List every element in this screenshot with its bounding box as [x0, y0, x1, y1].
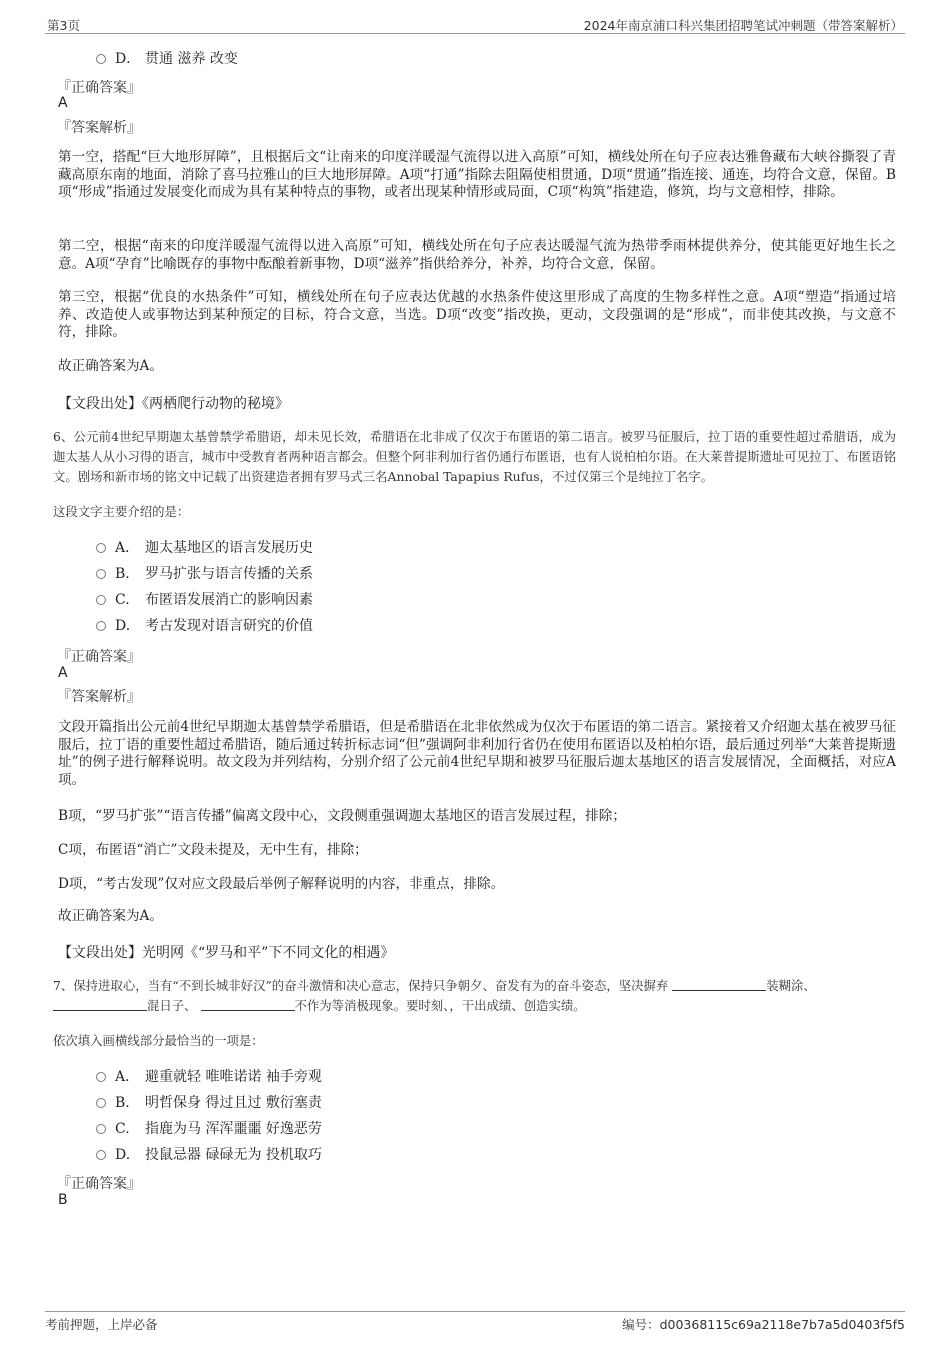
- document-title: 2024年南京浦口科兴集团招聘笔试冲刺题（带答案解析）: [583, 18, 903, 33]
- q6-option-c[interactable]: [96, 589, 313, 609]
- option-letter: D．: [115, 51, 141, 67]
- q6-answer-label: 『正确答案』: [57, 649, 141, 665]
- q6-source: 【文段出处】光明网《“罗马和平”下不同文化的相遇》: [58, 945, 395, 961]
- q7-answer-label: 『正确答案』: [57, 1176, 141, 1192]
- fill-blank: [53, 999, 147, 1011]
- q7-answer: B: [58, 1192, 68, 1208]
- option-letter: C.: [115, 592, 130, 608]
- q7-question-text: 7、保持进取心，当有“不到长城非好汉”的奋斗激情和决心意志，保持只争朝夕、奋发有为的奋斗姿态，坚决摒弃: [53, 978, 669, 993]
- option-letter: B.: [115, 566, 130, 582]
- option-letter: C.: [115, 1121, 130, 1137]
- page-number: 第3页: [47, 18, 80, 33]
- option-letter: A．: [115, 1069, 140, 1085]
- fill-blank: [201, 999, 295, 1011]
- radio-icon[interactable]: [96, 569, 106, 579]
- q7-option-d[interactable]: [96, 1144, 322, 1164]
- radio-icon[interactable]: [96, 1098, 106, 1108]
- q7-question-text: 混日子、: [147, 998, 197, 1013]
- q5-answer-label: 『正确答案』: [57, 80, 141, 96]
- option-text: 贯通 滋养 改变: [145, 51, 238, 67]
- q6-question: 6、公元前4世纪早期迦太基曾禁学希腊语，却未见长效，希腊语在北非成了仅次于布匿语的第二语言。被罗马征服后，拉丁语的重要性超过希腊语，成为迦太基人从小习得的语言，城市中受教育者两种语言都会。但整个阿非利加行省仍通行布匿语，也有人说柏柏尔语。在大莱普提斯遗址可见拉丁、布匿语铭文。剧场和新市场的铭文中记载了出资建造者拥有罗马式三名Annobal Tapapius Rufus，不过仅第三个是纯拉丁名字。: [53, 429, 896, 484]
- q6-analysis-paragraph: 文段开篇指出公元前4世纪早期迦太基曾禁学希腊语，但是希腊语在北非依然成为仅次于布匿语的第二语言。紧接着又介绍迦太基在被罗马征服后，拉丁语的重要性超过希腊语，随后通过转折标志词“但”强调阿非利加行省仍在使用布匿语以及柏柏尔语，最后通过列举“大莱普提斯遗址”的例子进行解释说明。故文段为并列结构，分别介绍了公元前4世纪早期和被罗马征服后迦太基地区的语言发展情况，全面概括，对应A项。: [58, 719, 896, 788]
- q5-source: 【文段出处】《两栖爬行动物的秘境》: [58, 396, 289, 412]
- q6-analysis-paragraph: C项，布匿语“消亡”文段未提及，无中生有，排除；: [58, 842, 368, 858]
- footer-slogan: 考前押题，上岸必备: [45, 1317, 158, 1332]
- option-text: 避重就轻 唯唯诺诺 袖手旁观: [145, 1069, 322, 1085]
- option-text: 投鼠忌器 碌碌无为 投机取巧: [145, 1147, 322, 1163]
- q5-analysis-conclusion: 故正确答案为A。: [58, 358, 163, 374]
- q7-option-a[interactable]: [96, 1066, 322, 1086]
- radio-icon[interactable]: [96, 1072, 106, 1082]
- q5-analysis-label: 『答案解析』: [57, 120, 141, 136]
- q6-analysis-conclusion: 故正确答案为A。: [58, 908, 163, 924]
- q5-analysis-paragraph: 第一空，搭配“巨大地形屏障”，且根据后文“让南来的印度洋暖湿气流得以进入高原”可知，横线处所在句子应表达雅鲁藏布大峡谷撕裂了青藏高原东南的地面，消除了喜马拉雅山的巨大地形屏障。A项“打通”指除去阻隔使相贯通，D项“贯通”指连接、通连，均符合文意，保留。B项“形成”指通过发展变化而成为具有某种特点的事物，或者出现某种情形或局面，C项“构筑”指建造，修筑，均与文意相悖，排除。: [58, 149, 896, 200]
- document-id: 编号：d00368115c69a2118e7b7a5d0403f5f5: [622, 1317, 905, 1332]
- radio-icon[interactable]: [96, 1124, 106, 1134]
- page-header: [45, 14, 905, 34]
- q6-answer: A: [58, 665, 68, 681]
- q6-analysis-paragraph: B项，“罗马扩张”“语言传播”偏离文段中心，文段侧重强调迦太基地区的语言发展过程，排除；: [58, 808, 626, 824]
- option-text: 罗马扩张与语言传播的关系: [145, 566, 313, 582]
- option-letter: D.: [115, 618, 131, 634]
- q6-analysis-label: 『答案解析』: [57, 689, 141, 705]
- q7-option-c[interactable]: [96, 1118, 322, 1138]
- radio-icon[interactable]: [96, 54, 106, 64]
- q5-analysis-paragraph: 第三空，根据“优良的水热条件”可知，横线处所在句子应表达优越的水热条件使这里形成了高度的生物多样性之意。A项“塑造”指通过培养、改造使人或事物达到某种预定的目标，符合文意，当选。D项“改变”指改换，更动，文段强调的是“形成”，而非使其改换，与文意不符，排除。: [58, 289, 896, 340]
- q7-prompt: 依次填入画横线部分最恰当的一项是：: [53, 1033, 264, 1048]
- radio-icon[interactable]: [96, 543, 106, 553]
- q6-option-b[interactable]: [96, 563, 313, 583]
- option-text: 明哲保身 得过且过 敷衍塞责: [145, 1095, 322, 1111]
- q6-option-a[interactable]: [96, 537, 313, 557]
- q5-analysis-paragraph: 第二空，根据“南来的印度洋暖湿气流得以进入高原”可知，横线处所在句子应表达暖湿气流为热带季雨林提供养分，使其能更好地生长之意。A项“孕育”比喻既存的事物中酝酿着新事物，D项“滋养”指供给养分，补养，均符合文意，保留。: [58, 238, 896, 272]
- q5-answer: A: [58, 95, 68, 111]
- option-letter: D.: [115, 1147, 131, 1163]
- q7-option-b[interactable]: [96, 1092, 322, 1112]
- option-text: 迦太基地区的语言发展历史: [145, 540, 313, 556]
- q6-option-d[interactable]: [96, 615, 313, 635]
- q6-analysis-paragraph: D项，“考古发现”仅对应文段最后举例子解释说明的内容，非重点，排除。: [58, 876, 505, 892]
- radio-icon[interactable]: [96, 621, 106, 631]
- option-text: 考古发现对语言研究的价值: [145, 618, 313, 634]
- q7-question-text: 装糊涂、: [766, 978, 816, 993]
- option-letter: A．: [115, 540, 140, 556]
- q7-question: [53, 976, 896, 1016]
- q6-prompt: 这段文字主要介绍的是：: [53, 504, 190, 519]
- radio-icon[interactable]: [96, 1150, 106, 1160]
- q7-question-text: 不作为等消极现象。要时刻、，干出成绩、创造实绩。: [294, 998, 586, 1013]
- radio-icon[interactable]: [96, 595, 106, 605]
- option-text: 布匿语发展消亡的影响因素: [145, 592, 313, 608]
- option-letter: B.: [115, 1095, 130, 1111]
- q5-option-d[interactable]: [96, 48, 238, 68]
- page-footer: [45, 1311, 905, 1333]
- fill-blank: [672, 979, 766, 991]
- option-text: 指鹿为马 浑浑噩噩 好逸恶劳: [145, 1121, 322, 1137]
